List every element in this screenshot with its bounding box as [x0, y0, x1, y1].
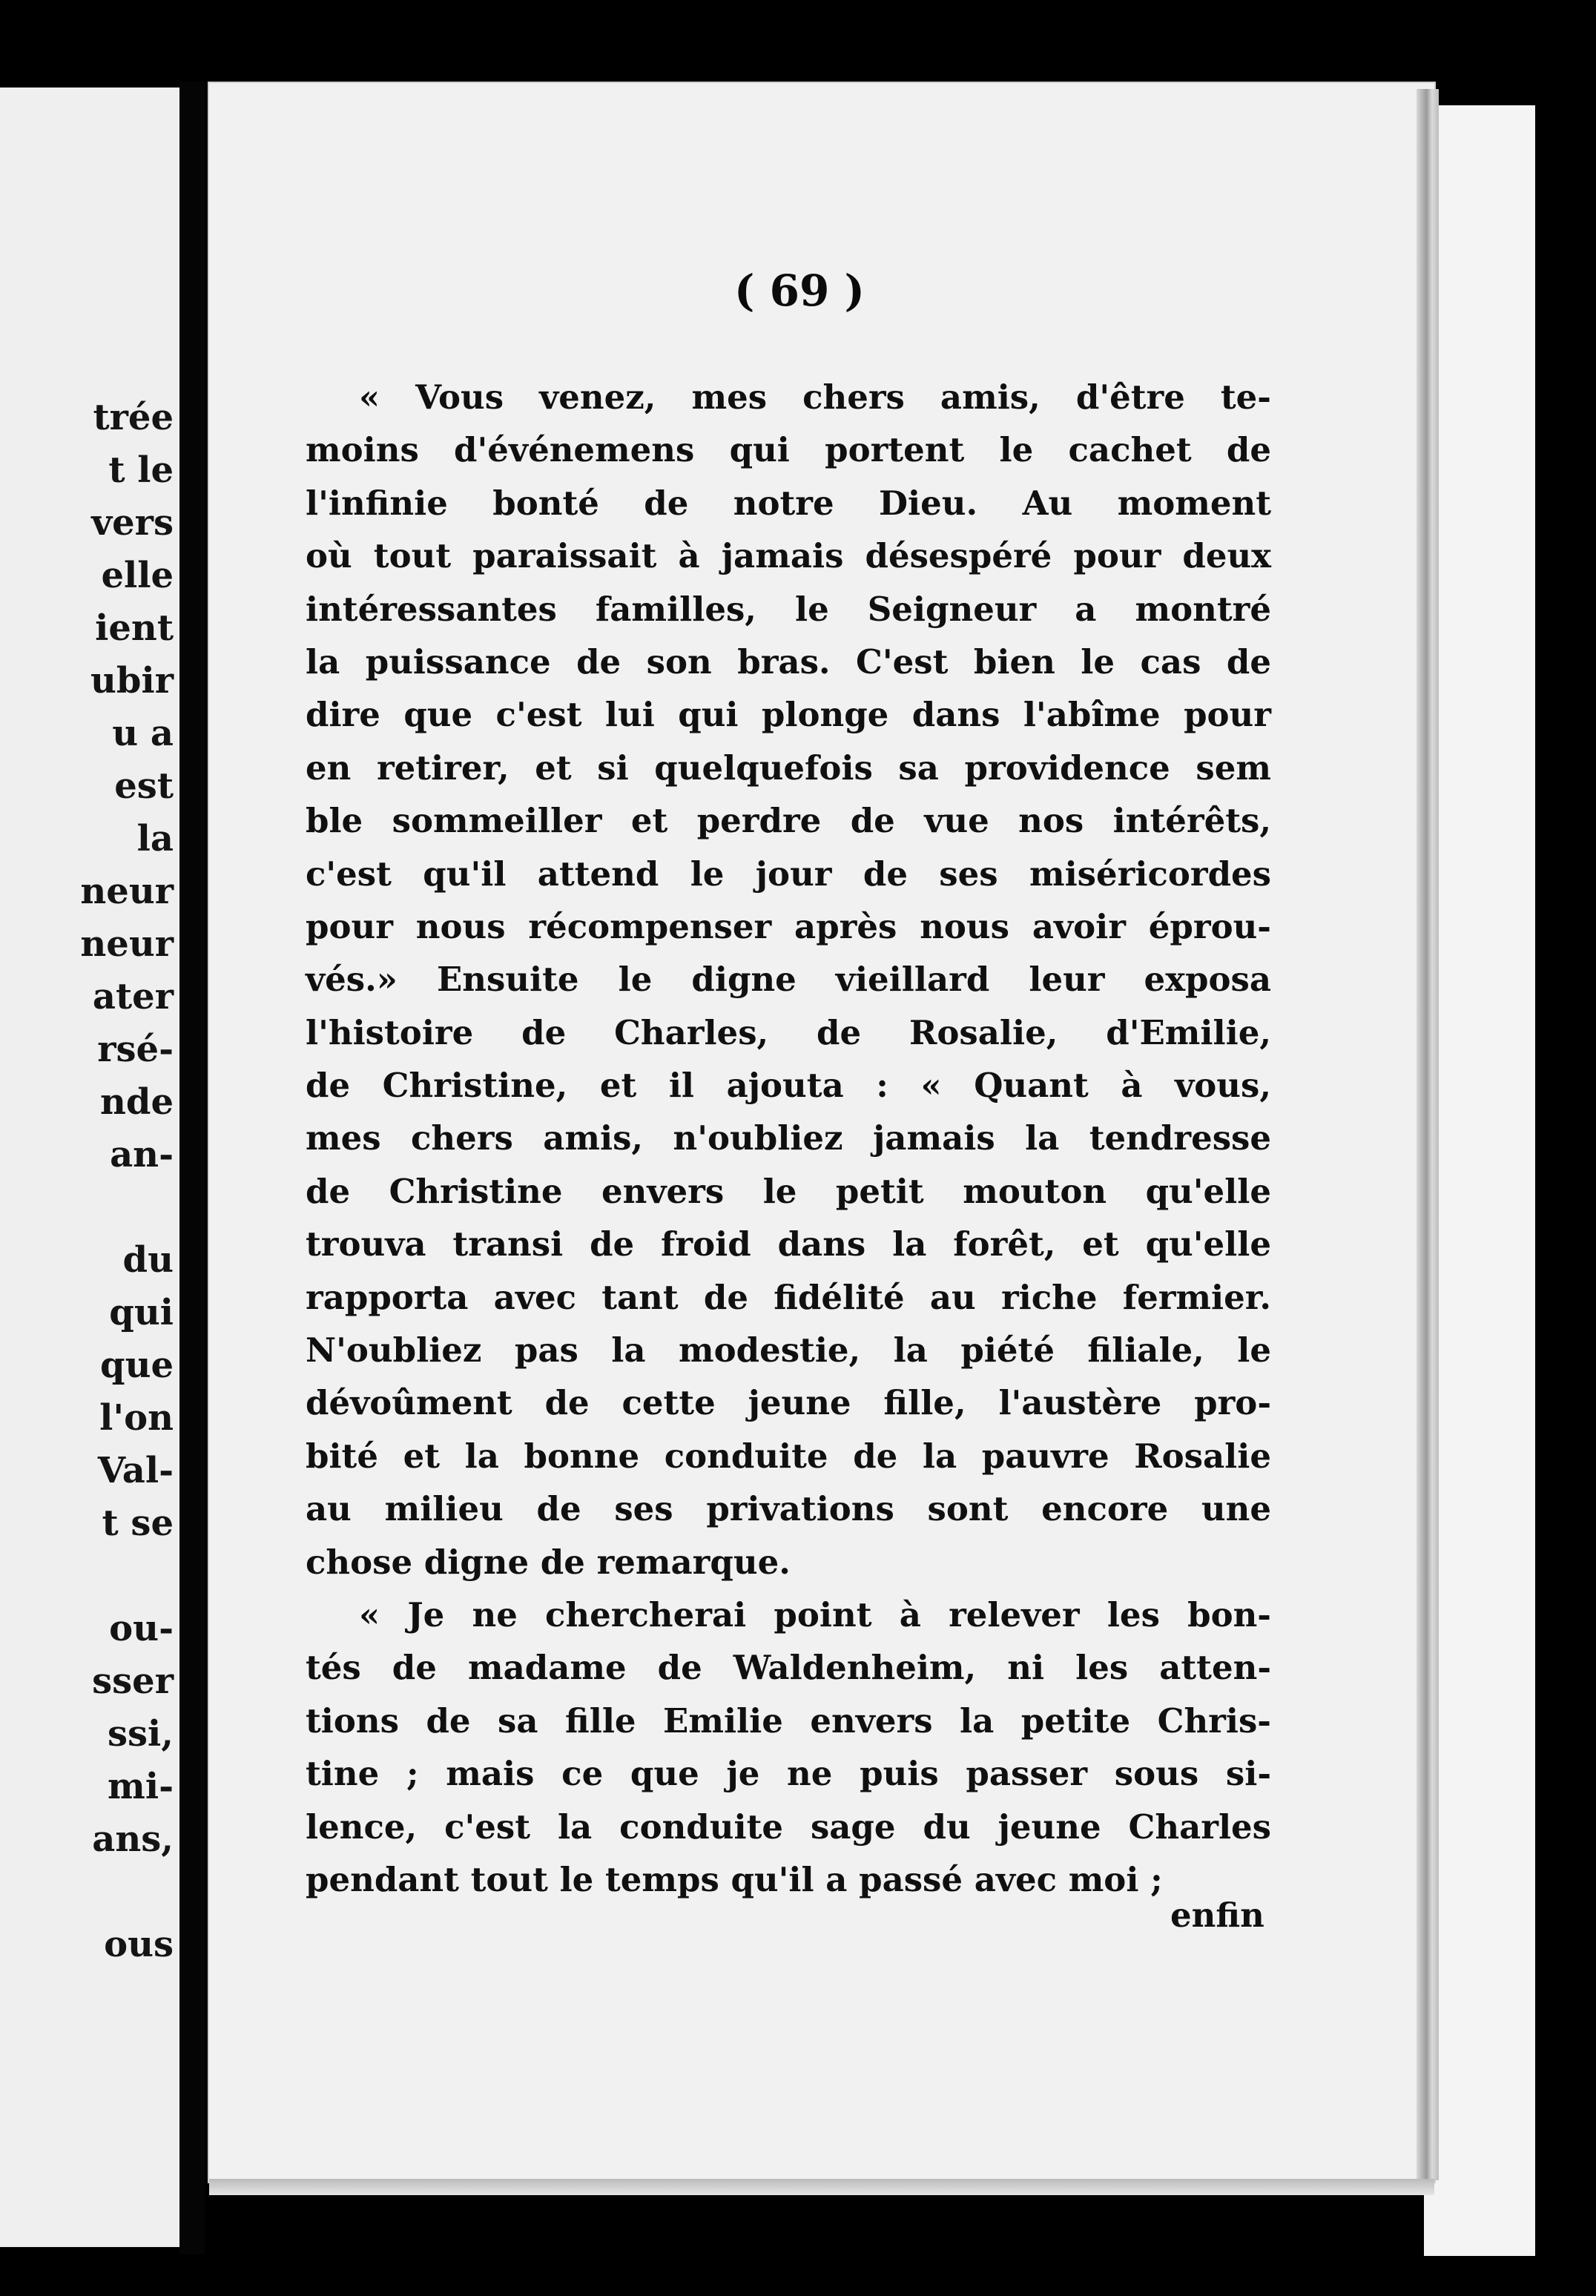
text-line: N'oubliez pas la modestie, la piété filiale, le [306, 1330, 1271, 1370]
previous-page-line-fragment [80, 1866, 174, 1919]
text-line: vés.» Ensuite le digne vieillard leur exposa [306, 960, 1271, 1000]
previous-page-line-fragment: ient [95, 607, 174, 649]
text-line: où tout paraissait à jamais désespéré pour deux [306, 536, 1271, 576]
text-line: trouva transi de froid dans la forêt, et qu'elle [306, 1224, 1271, 1264]
previous-page-line-fragment [80, 1181, 174, 1234]
previous-page-line-fragment: ans, [92, 1818, 174, 1860]
text-line: c'est qu'il attend le jour de ses miséricordes [306, 854, 1271, 894]
catchword: enfin [1170, 1896, 1264, 1935]
text-line: tés de madame de Waldenheim, ni les atten- [306, 1648, 1271, 1688]
text-line: bité et la bonne conduite de la pauvre Rosalie [306, 1436, 1271, 1476]
text-line: de Christine, et il ajouta : « Quant à vous, [306, 1066, 1271, 1106]
text-line: lence, c'est la conduite sage du jeune Charles [306, 1807, 1271, 1847]
text-line: au milieu de ses privations sont encore une [306, 1489, 1271, 1529]
text-line: pendant tout le temps qu'il a passé avec moi ; [306, 1859, 1163, 1899]
previous-page-line-fragment: t se [102, 1502, 174, 1544]
page-number: ( 69 ) [734, 265, 865, 316]
text-line: la puissance de son bras. C'est bien le cas de [306, 641, 1271, 682]
previous-page-fragment [0, 88, 179, 2247]
previous-page-line-fragment: elle [101, 555, 174, 596]
previous-page-line-endings [80, 392, 174, 1971]
text-line: « Vous venez, mes chers amis, d'être te- [359, 377, 1271, 417]
previous-page-line-fragment: ous [104, 1924, 174, 1965]
previous-page-line-fragment: ssi, [108, 1713, 174, 1755]
previous-page-line-fragment: neur [80, 923, 174, 965]
previous-page-line-fragment: u a [112, 713, 174, 754]
page-bottom-shadow [209, 2179, 1434, 2195]
text-line: tions de sa fille Emilie envers la petite Chris- [306, 1700, 1271, 1741]
previous-page-line-fragment: nde [100, 1081, 174, 1123]
previous-page-line-fragment: Val- [97, 1450, 174, 1491]
text-line: ble sommeiller et perdre de vue nos intérêts, [306, 801, 1271, 841]
previous-page-line-fragment: trée [93, 397, 174, 438]
previous-page-line-fragment: ubir [90, 660, 174, 702]
text-line: dire que c'est lui qui plonge dans l'abîme pour [306, 695, 1271, 735]
text-line: mes chers amis, n'oubliez jamais la tendresse [306, 1118, 1271, 1158]
text-line: « Je ne chercherai point à relever les bon- [359, 1594, 1271, 1634]
text-line: dévoûment de cette jeune fille, l'austère pro- [306, 1383, 1271, 1423]
previous-page-line-fragment: l'on [99, 1397, 174, 1439]
body-text [306, 371, 1271, 1906]
previous-page-line-fragment: sser [92, 1660, 174, 1702]
previous-page-line-fragment: mi- [108, 1766, 174, 1807]
text-line: rapporta avec tant de fidélité au riche fermier. [306, 1277, 1271, 1317]
text-line: pour nous récompenser après nous avoir éprou- [306, 906, 1271, 946]
previous-page-line-fragment: ou- [109, 1608, 174, 1649]
binding-gutter [179, 82, 205, 2254]
previous-page-line-fragment: ater [92, 976, 174, 1017]
previous-page-line-fragment: vers [91, 502, 174, 544]
previous-page-line-fragment: du [122, 1239, 174, 1281]
text-line: de Christine envers le petit mouton qu'elle [306, 1171, 1271, 1211]
previous-page-line-fragment: rsé- [97, 1029, 174, 1070]
back-sheet [1424, 105, 1535, 2256]
previous-page-line-fragment: qui [109, 1292, 174, 1333]
text-line: chose digne de remarque. [306, 1542, 791, 1582]
text-line: en retirer, et si quelquefois sa providence sem [306, 748, 1271, 788]
previous-page-line-fragment: que [100, 1345, 174, 1386]
text-line: moins d'événemens qui portent le cachet de [306, 430, 1271, 470]
previous-page-line-fragment: est [114, 765, 174, 807]
text-line: intéressantes familles, le Seigneur a montré [306, 589, 1271, 629]
previous-page-line-fragment [80, 1550, 174, 1603]
previous-page-line-fragment: la [136, 818, 174, 860]
previous-page-line-fragment: an- [110, 1134, 174, 1175]
previous-page-line-fragment: neur [80, 871, 174, 912]
page-edge-shadow [1417, 89, 1439, 2180]
previous-page-line-fragment: t le [108, 449, 174, 491]
text-line: l'histoire de Charles, de Rosalie, d'Emilie, [306, 1012, 1271, 1052]
text-line: tine ; mais ce que je ne puis passer sous si- [306, 1754, 1271, 1794]
text-line: l'infinie bonté de notre Dieu. Au moment [306, 483, 1271, 523]
